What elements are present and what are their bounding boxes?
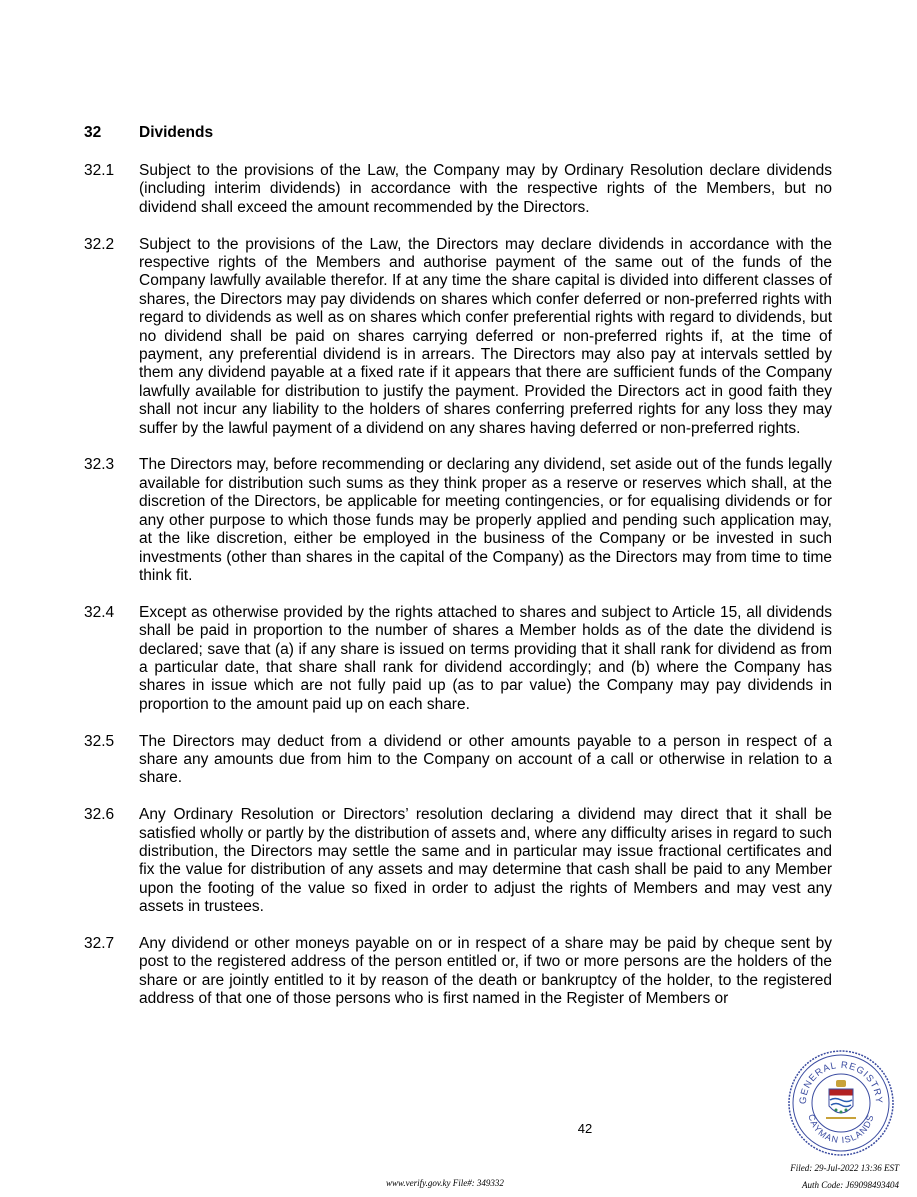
clause-32-1 [84,162,832,217]
clause-32-6 [84,806,832,916]
clause-text: The Directors may, before recommending or declaring any dividend, set aside out of the funds legally available for distribution such sums as they think proper as a reserve or reserves which shall, at the discretion of the Directors, be applicable for meeting contingencies, or for equalising dividends or for any other purpose to which those funds may be properly applied and pending such application may, at the like discretion, either be employed in the business of the Company or be invested in such investments (other than shares in the capital of the Company) as the Directors may from time to time think fit. [139,456,832,584]
clause-number: 32.1 [84,162,115,179]
clause-32-7 [84,935,832,1009]
clause-number: 32.2 [84,235,115,253]
section-heading [84,124,213,142]
section-number: 32 [84,124,102,141]
clause-32-3 [84,456,832,585]
clause-text: Except as otherwise provided by the rights attached to shares and subject to Article 15, all dividends shall be paid in proportion to the number of shares a Member holds as of the date the dividend is declared; save that (a) if any share is issued on terms providing that it shall rank for dividend as from a particular date, that share shall rank for dividend accordingly; and (b) where the Company has shares in issue which are not fully paid up (as to par value) the Company may pay dividends in proportion to the amount paid up on each share. [139,603,832,713]
clause-32-5 [84,733,832,788]
seal-text-bottom: CAYMAN ISLANDS [806,1113,876,1146]
clause-number: 32.3 [84,456,115,474]
seal-text-top: GENERAL REGISTRY [797,1059,885,1105]
registry-seal-icon [786,1048,896,1158]
clause-text: Any Ordinary Resolution or Directors’ resolution declaring a dividend may direct that it shall be satisfied wholly or partly by the distribution of assets and, where any difficulty arises in regard to such distribution, the Directors may settle the same and in particular may issue fractional certificates and fix the value for distribution of any assets and may determine that cash shall be paid to any Member upon the footing of the value so fixed in order to adjust the rights of Members and may vest any assets in trustees. [139,806,832,916]
clause-32-2 [84,236,832,438]
clause-number: 32.5 [84,732,115,750]
page-number: 42 [577,1121,593,1136]
clause-number: 32.4 [84,603,115,621]
clause-number: 32.6 [84,806,115,824]
clause-text: Any dividend or other moneys payable on or in respect of a share may be paid by cheque sent by post to the registered address of the person entitled or, if two or more persons are the holders of the share or are jointly entitled to it by reason of the death or bankruptcy of the holder, to the registered address of that one of those persons who is first named in the Register of Members or [139,934,832,1008]
clause-list [84,162,832,1027]
coat-of-arms-icon [826,1080,856,1118]
verify-footer: www.verify.gov.ky File#: 349332 [386,1178,504,1188]
filed-date: Filed: 29-Jul-2022 13:36 EST [790,1163,899,1173]
clause-text: Subject to the provisions of the Law, the Directors may declare dividends in accordance with the respective rights of the Members and authorise payment of the same out of the funds of the Company lawfully available therefor. If at any time the share capital is divided into different classes of shares, the Directors may pay dividends on shares which confer deferred or non-preferred rights with regard to dividends as well as on shares which confer preferential rights with regard to dividends, but no dividend shall be paid on shares carrying deferred or non-preferred rights if, at the time of payment, any preferential dividend is in arrears. The Directors may also pay at intervals settled by them any dividend payable at a fixed rate if it appears that there are sufficient funds of the Company lawfully available for distribution to justify the payment. Provided the Directors act in good faith they shall not incur any liability to the holders of shares conferring preferred rights for any loss they may suffer by the lawful payment of a dividend on any shares having deferred or non-preferred rights. [139,235,832,437]
section-title: Dividends [139,124,214,141]
clause-text: The Directors may deduct from a dividend or other amounts payable to a person in respect of a share any amounts due from him to the Company on account of a call or otherwise in relation to a share. [139,732,832,787]
clause-number: 32.7 [84,934,115,952]
clause-32-4 [84,604,832,714]
clause-text: Subject to the provisions of the Law, the Company may by Ordinary Resolution declare dividends (including interim dividends) in accordance with the respective rights of the Members, but no dividend shall exceed the amount recommended by the Directors. [139,162,832,216]
filing-info [790,1160,899,1194]
auth-code: Auth Code: J69098493404 [802,1180,899,1190]
